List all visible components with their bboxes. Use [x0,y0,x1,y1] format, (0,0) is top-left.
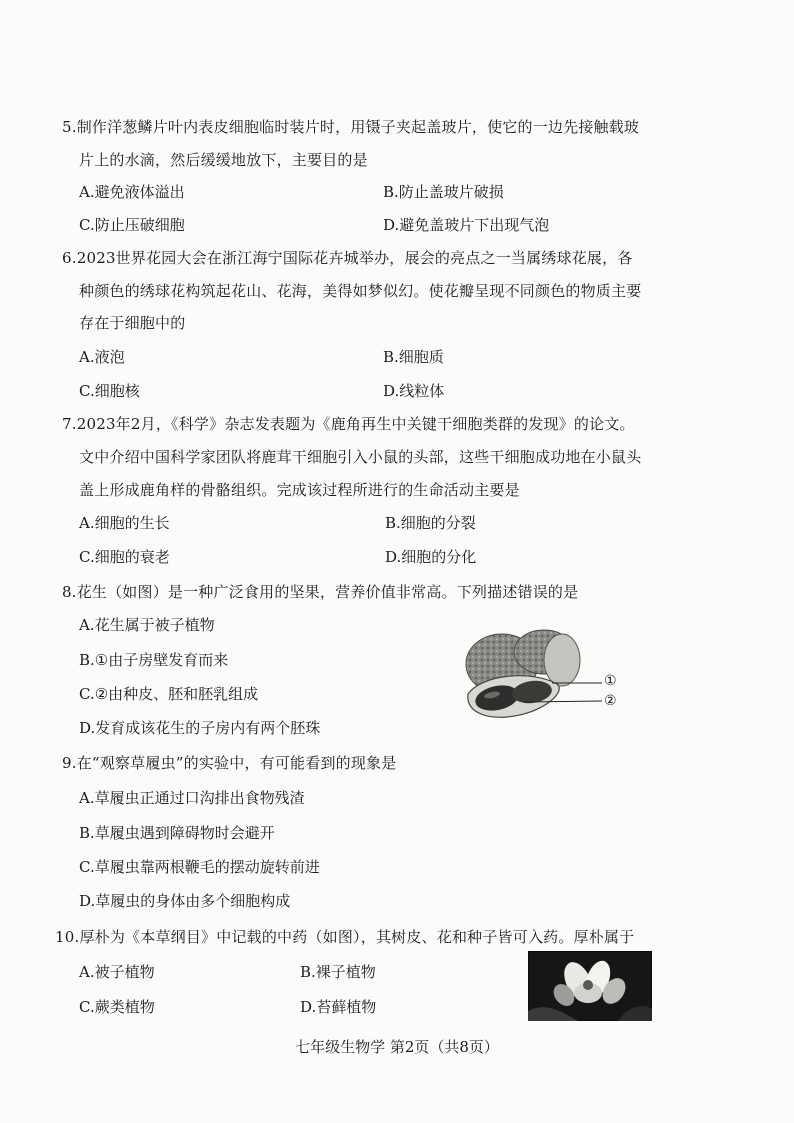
q9-option-b: B.草履虫遇到障碍物时会避开 [79,824,275,842]
q7-option-d: D.细胞的分化 [385,548,477,566]
q7-option-b: B.细胞的分裂 [385,514,476,532]
q5-option-b: B.防止盖玻片破损 [383,183,504,201]
q9-option-a: A.草履虫正通过口沟排出食物残渣 [79,789,305,807]
q10-stem-line-1: 10.厚朴为《本草纲目》中记载的中药（如图），其树皮、花和种子皆可入药。厚朴属于 [55,928,635,946]
q10-option-d: D.苔藓植物 [300,998,377,1016]
q9-stem-line-1: 9.在“观察草履虫”的实验中，有可能看到的现象是 [62,754,397,772]
q5-stem-line-1: 5.制作洋葱鳞片叶内表皮细胞临时装片时，用镊子夹起盖玻片，使它的一边先接触载玻 [62,118,640,136]
q10-option-a: A.被子植物 [79,963,155,981]
q6-stem-line-1: 6.2023世界花园大会在浙江海宁国际花卉城举办，展会的亮点之一当属绣球花展，各 [62,249,633,267]
q9-option-c: C.草履虫靠两根鞭毛的摆动旋转前进 [79,858,320,876]
flower-photo [528,951,652,1021]
q5-option-c: C.防止压破细胞 [79,216,185,234]
q10-option-c: C.蕨类植物 [79,998,155,1016]
q7-stem-line-1: 7.2023年2月，《科学》杂志发表题为《鹿角再生中关键干细胞类群的发现》的论文。 [62,415,635,433]
q5-option-a: A.避免液体溢出 [79,183,185,201]
houpo-flower-figure [528,951,652,1021]
q6-option-a: A.液泡 [79,348,125,366]
q8-stem-line-1: 8.花生（如图）是一种广泛食用的坚果，营养价值非常高。下列描述错误的是 [62,583,579,601]
q8-option-d: D.发育成该花生的子房内有两个胚珠 [79,719,321,737]
q10-option-b: B.裸子植物 [300,963,376,981]
peanut-figure [462,622,632,722]
q7-stem-line-2: 文中介绍中国科学家团队将鹿茸干细胞引入小鼠的头部，这些干细胞成功地在小鼠头 [79,448,642,466]
q6-option-d: D.线粒体 [383,382,445,400]
q5-option-d: D.避免盖玻片下出现气泡 [383,216,550,234]
q6-stem-line-3: 存在于细胞中的 [79,314,186,332]
q6-stem-line-2: 种颜色的绣球花构筑起花山、花海，美得如梦似幻。使花瓣呈现不同颜色的物质主要 [79,282,642,300]
q7-option-a: A.细胞的生长 [79,514,170,532]
q9-option-d: D.草履虫的身体由多个细胞构成 [79,892,291,910]
q7-option-c: C.细胞的衰老 [79,548,170,566]
peanut-label-1: ① [604,673,617,689]
q8-option-b: B.①由子房壁发育而来 [79,651,229,669]
peanut-label-2: ② [604,693,617,709]
q5-stem-line-2: 片上的水滴，然后缓缓地放下，主要目的是 [79,151,368,169]
q6-option-c: C.细胞核 [79,382,140,400]
q8-option-a: A.花生属于被子植物 [79,616,215,634]
q6-option-b: B.细胞质 [383,348,444,366]
q7-stem-line-3: 盖上形成鹿角样的骨骼组织。完成该过程所进行的生命活动主要是 [79,481,520,499]
page-footer: 七年级生物学 第2页（共8页） [295,1038,499,1056]
q8-option-c: C.②由种皮、胚和胚乳组成 [79,685,259,703]
